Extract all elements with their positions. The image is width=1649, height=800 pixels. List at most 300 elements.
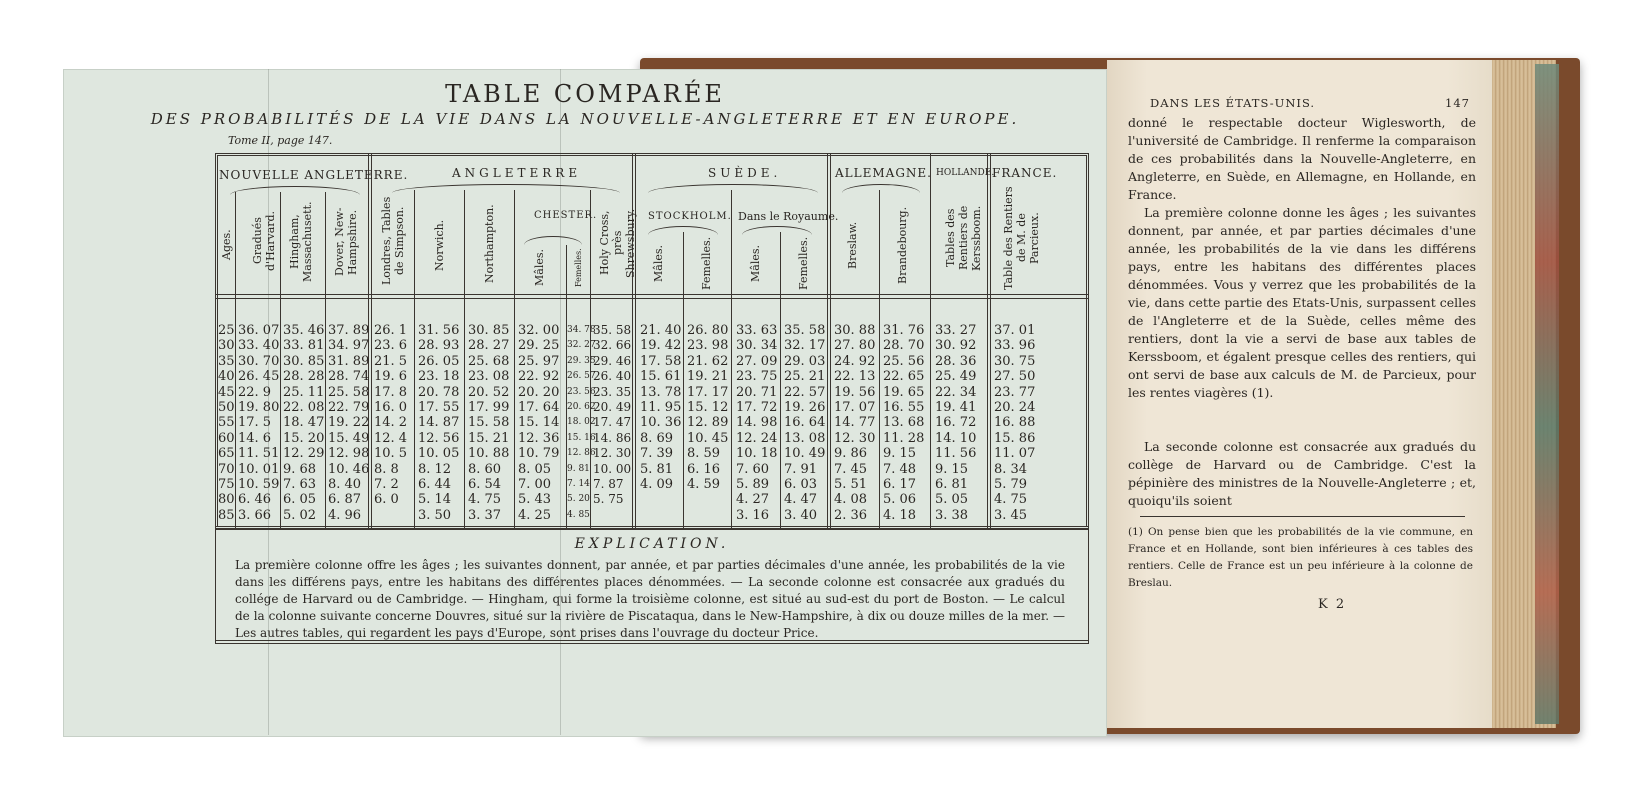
table-cell: 4. 47: [784, 492, 818, 508]
table-cell: 4. 08: [834, 492, 868, 508]
table-cell: 12. 4: [374, 430, 408, 446]
table-cell: 32. 17: [784, 338, 826, 354]
table-cell: 4. 75: [994, 492, 1028, 508]
table-cell: 35. 58: [593, 323, 632, 337]
table-cell: 19. 22: [328, 415, 370, 431]
col-header-stockholm-femelles: Femelles.: [700, 236, 713, 290]
table-cell: 10. 5: [374, 446, 408, 462]
table-cell: 32. 66: [593, 338, 632, 353]
table-cell: 12. 29: [283, 446, 325, 462]
table-cell: 28. 27: [468, 338, 510, 354]
table-cell: 32. 27: [567, 340, 596, 351]
explication-body: La première colonne offre les âges ; les suivantes donnent, par année, et par parties décimales d'une année, les probabilités de la vie dans les différens pays, entre les habitans des différentes places dénommées. — La seconde colonne est consacrée aux gradués du collége de Harvard ou de Cambridge. — Hingham, qui forme la troisième colonne, est situé au sud-est du port de Boston. — Le calcul de la colonne suivante concerne Douvres, situé sur la rivière de Piscataqua, dans le New-Hampshire, à dix ou douze milles de la mer. — Les autres tables, qui regardent les pays d'Europe, sont prises dans l'ouvrage du docteur Price.: [235, 558, 1065, 640]
table-cell: 55: [218, 415, 235, 431]
column-chester-femelles: [567, 323, 596, 523]
table-cell: 34. 97: [328, 338, 370, 354]
table-cell: 10. 59: [238, 477, 280, 493]
marbled-edge: [1535, 64, 1559, 724]
column-hingham: [283, 323, 324, 523]
table-cell: 6. 16: [687, 461, 721, 477]
table-cell: 15. 58: [468, 415, 510, 431]
table-cell: 12. 30: [834, 430, 876, 446]
column-separator: [280, 192, 281, 529]
col-header-harvard: Gradués d'Harvard.: [251, 210, 277, 272]
header-rule: [215, 294, 1089, 295]
table-cell: 6. 0: [374, 492, 399, 508]
table-cell: 3. 40: [784, 507, 818, 523]
table-cell: 17. 64: [518, 400, 560, 416]
col-header-northampton: Northampton.: [483, 204, 496, 283]
table-cell: 4. 59: [687, 477, 721, 493]
table-cell: 5. 43: [518, 492, 552, 508]
table-cell: 22. 08: [283, 400, 325, 416]
table-cell: 17. 8: [374, 384, 408, 400]
column-parcieux: [994, 323, 1035, 523]
table-cell: 30. 34: [736, 338, 778, 354]
table-cell: 23. 18: [418, 369, 460, 385]
table-cell: 7. 48: [883, 461, 917, 477]
col-header-norwich: Norwich.: [433, 219, 446, 271]
table-cell: 10. 49: [784, 446, 826, 462]
table-cell: 75: [218, 477, 235, 493]
table-cell: 25. 49: [935, 369, 977, 385]
table-cell: 7. 00: [518, 477, 552, 493]
table-cell: 30. 92: [935, 338, 977, 354]
table-cell: 10. 01: [238, 461, 280, 477]
table-cell: 6. 87: [328, 492, 362, 508]
col-header-ages: Ages.: [220, 229, 233, 261]
table-cell: 30. 75: [994, 353, 1036, 369]
table-cell: 50: [218, 400, 235, 416]
column-brandebourg: [883, 323, 924, 523]
table-cell: 5. 02: [283, 507, 317, 523]
table-cell: 8. 8: [374, 461, 399, 477]
table-cell: 25. 58: [328, 384, 370, 400]
table-cell: 17. 17: [687, 384, 729, 400]
column-londres: [374, 323, 407, 523]
running-head: [1150, 96, 1470, 110]
table-subtitle: DES PROBABILITÉS DE LA VIE DANS LA NOUVELLE-ANGLETERRE ET EN EUROPE.: [150, 110, 1020, 128]
col-header-chester-males: Mâles.: [533, 249, 546, 287]
table-cell: 14. 98: [736, 415, 778, 431]
table-cell: 10. 36: [640, 415, 682, 431]
table-cell: [374, 508, 407, 523]
table-cell: 3. 66: [238, 507, 272, 523]
table-cell: 4. 18: [883, 507, 917, 523]
table-cell: 12. 56: [418, 430, 460, 446]
col-header-parcieux: Table des Rentiers de M. de Parcieux.: [1002, 186, 1041, 290]
table-cell: 12. 89: [687, 415, 729, 431]
table-cell: 8. 12: [418, 461, 452, 477]
table-cell: 5. 20: [567, 494, 590, 505]
table-cell: 4. 27: [736, 492, 770, 508]
region-suede: SUÈDE.: [708, 166, 782, 180]
table-cell: 18. 47: [283, 415, 325, 431]
table-cell: 20. 20: [518, 384, 560, 400]
table-cell: 40: [218, 369, 235, 385]
region-france: FRANCE.: [992, 166, 1058, 180]
col-header-breslaw: Breslaw.: [846, 221, 859, 269]
table-cell: 29. 35: [567, 355, 596, 366]
explication-rule: [215, 529, 1089, 530]
table-cell: 6. 54: [468, 477, 502, 493]
right-paragraph-1: donné le respectable docteur Wiglesworth, de l'université de Cambridge. Il renferme la comparaison de ces probabilités dans la Nouvelle-Angleterre, en Angleterre, en Suède, en Allemagne, en Hollande, en France.: [1128, 115, 1476, 202]
header-rule: [215, 298, 1089, 299]
table-cell: 3. 50: [418, 507, 452, 523]
table-cell: 11. 07: [994, 446, 1036, 462]
table-cell: 6. 03: [784, 477, 818, 493]
column-stockholm-males: [640, 323, 681, 523]
table-cell: 5. 81: [640, 461, 674, 477]
table-cell: 33. 40: [238, 338, 280, 354]
table-cell: 5. 05: [935, 492, 969, 508]
table-cell: 25. 97: [518, 353, 560, 369]
table-cell: 23. 75: [736, 369, 778, 385]
table-cell: 9. 15: [883, 446, 917, 462]
column-separator: [731, 190, 732, 529]
table-cell: 30. 85: [283, 353, 325, 369]
table-cell: 25. 21: [784, 369, 826, 385]
column-ages: [218, 323, 235, 523]
signature-mark: K 2: [1318, 597, 1347, 612]
table-cell: 22. 65: [883, 369, 925, 385]
table-cell: 17. 5: [238, 415, 272, 431]
table-cell: 34. 78: [567, 325, 596, 335]
table-cell: 4. 25: [518, 507, 552, 523]
table-cell: 16. 55: [883, 400, 925, 416]
table-cell: 37. 01: [994, 323, 1036, 338]
table-cell: 10. 18: [736, 446, 778, 462]
table-cell: 35. 46: [283, 323, 325, 338]
table-bottom-rule: [215, 643, 1089, 644]
right-paragraph-3: La seconde colonne est consacrée aux gradués du collège de Harvard ou de Cambridge. C'est la pépinière des ministres de la Nouvelle-Angleterre ; et, quoiqu'ils soient: [1128, 439, 1476, 508]
table-cell: 28. 93: [418, 338, 460, 354]
table-cell: 7. 39: [640, 446, 674, 462]
table-cell: 10. 00: [593, 461, 632, 476]
table-cell: 25: [218, 323, 235, 338]
table-cell: 21. 5: [374, 353, 408, 369]
table-cell: 19. 6: [374, 369, 408, 385]
table-cell: 7. 14: [567, 479, 590, 490]
table-cell: 20. 24: [994, 400, 1036, 416]
table-cell: 22. 92: [518, 369, 560, 385]
table-cell: 65: [218, 446, 235, 462]
subhead-stockholm: STOCKHOLM.: [648, 211, 732, 222]
table-cell: 33. 63: [736, 323, 778, 338]
table-cell: 5. 06: [883, 492, 917, 508]
column-royaume-femelles: [784, 323, 825, 523]
table-cell: 6. 17: [883, 477, 917, 493]
table-cell: 10. 45: [687, 430, 729, 446]
table-cell: 37. 89: [328, 323, 370, 338]
column-separator: [514, 190, 515, 529]
table-cell: 18. 02: [567, 417, 596, 428]
table-cell: 19. 80: [238, 400, 280, 416]
table-cell: 4. 75: [468, 492, 502, 508]
table-cell: 23. 35: [593, 384, 632, 399]
table-cell: 15. 61: [640, 369, 682, 385]
table-cell: 14. 6: [238, 430, 272, 446]
table-cell: 12. 24: [736, 430, 778, 446]
table-cell: 8. 69: [640, 430, 674, 446]
table-cell: 26. 1: [374, 323, 408, 338]
table-cell: 4. 96: [328, 507, 362, 523]
table-cell: [593, 508, 631, 523]
table-cell: 10. 88: [468, 446, 510, 462]
table-cell: 21. 40: [640, 323, 682, 338]
table-cell: 5. 89: [736, 477, 770, 493]
table-cell: 35: [218, 353, 235, 369]
table-cell: 26. 05: [418, 353, 460, 369]
table-cell: 33. 96: [994, 338, 1036, 354]
table-cell: 30: [218, 338, 235, 354]
col-header-royaume-males: Mâles.: [749, 245, 762, 283]
column-separator: [235, 192, 236, 529]
table-cell: [640, 508, 681, 523]
table-cell: 28. 74: [328, 369, 370, 385]
table-cell: 12. 98: [328, 446, 370, 462]
table-cell: 28. 28: [283, 369, 325, 385]
table-cell: 8. 40: [328, 477, 362, 493]
table-cell: 14. 10: [935, 430, 977, 446]
table-cell: 5. 79: [994, 477, 1028, 493]
table-cell: 25. 11: [283, 384, 325, 400]
column-holy-cross: [593, 323, 631, 523]
table-cell: 3. 38: [935, 507, 969, 523]
table-cell: 9. 86: [834, 446, 868, 462]
table-cell: 7. 87: [593, 477, 624, 492]
table-cell: 3. 37: [468, 507, 502, 523]
table-cell: 10. 46: [328, 461, 370, 477]
table-cell: 45: [218, 384, 235, 400]
table-cell: 15. 12: [687, 400, 729, 416]
table-cell: 28. 36: [935, 353, 977, 369]
table-cell: 14. 86: [593, 430, 632, 445]
table-cell: 29. 03: [784, 353, 826, 369]
table-cell: 22. 13: [834, 369, 876, 385]
column-separator: [683, 232, 684, 529]
table-cell: 85: [218, 507, 235, 523]
table-cell: 33. 81: [283, 338, 325, 354]
table-cell: 14. 87: [418, 415, 460, 431]
column-separator: [879, 190, 880, 529]
table-cell: 3. 45: [994, 507, 1028, 523]
table-cell: 11. 56: [935, 446, 977, 462]
table-cell: 5. 51: [834, 477, 868, 493]
right-paragraph-2: La première colonne donne les âges ; les suivantes donnent, par année, et par parties décimales d'une année, les probabilités de la vie dans les différens pays, entre les habitans des différentes places dénommées. Vous y verrez que les probabilités de la vie, dans cette partie des Etats-Unis, surpassent celles de l'Angleterre et de la Suède, celles même des rentiers, dont la vie a servi de base aux tables de Kerssboom, et égalent presque celles des rentiers, qui ont servi de base aux calculs de M. de Parcieux, pour les rentes viagères (1).: [1128, 205, 1476, 400]
table-cell: [687, 508, 728, 523]
table-cell: 6. 81: [935, 477, 969, 493]
table-cell: [687, 492, 728, 507]
column-separator: [464, 190, 465, 529]
table-cell: 26. 80: [687, 323, 729, 338]
table-cell: 7. 91: [784, 461, 818, 477]
table-cell: 80: [218, 492, 235, 508]
table-cell: 13. 78: [640, 384, 682, 400]
region-separator: [987, 153, 988, 529]
col-header-hingham: Hingham, Massachusett.: [288, 201, 314, 283]
table-cell: 12. 86: [567, 448, 596, 459]
table-cell: 4. 85: [567, 509, 590, 520]
table-cell: 29. 46: [593, 353, 632, 368]
table-cell: 30. 85: [468, 323, 510, 338]
region-separator: [930, 153, 931, 529]
table-cell: 23. 6: [374, 338, 408, 354]
table-cell: 19. 42: [640, 338, 682, 354]
col-header-royaume-femelles: Femelles.: [797, 236, 810, 290]
table-cell: 17. 07: [834, 400, 876, 416]
table-cell: 15. 20: [283, 430, 325, 446]
table-cell: 20. 62: [567, 402, 596, 413]
table-cell: 29. 25: [518, 338, 560, 354]
table-cell: 16. 64: [784, 415, 826, 431]
table-cell: 14. 77: [834, 415, 876, 431]
table-cell: 9. 15: [935, 461, 969, 477]
table-cell: 27. 50: [994, 369, 1036, 385]
table-cell: 33. 27: [935, 323, 977, 338]
column-stockholm-femelles: [687, 323, 728, 523]
table-cell: 17. 55: [418, 400, 460, 416]
col-header-holy-cross: Holy Cross, près Shrewsbury.: [598, 208, 637, 278]
table-cell: 22. 34: [935, 384, 977, 400]
column-breslaw: [834, 323, 875, 523]
table-cell: 7. 45: [834, 461, 868, 477]
table-cell: 12. 30: [593, 446, 632, 461]
table-cell: 7. 2: [374, 477, 399, 493]
table-cell: 23. 08: [468, 369, 510, 385]
footnote: (1) On pense bien que les probabilités de la vie commune, en France et en Hollande, sont bien inférieures à ces tables des rentiers. Celle de France est un peu inférieure à la colonne de Breslau.: [1128, 526, 1473, 589]
column-norwich: [418, 323, 459, 523]
column-dover: [328, 323, 369, 523]
region-nouvelle-angleterre: NOUVELLE ANGLETERRE.: [219, 168, 409, 182]
table-cell: 23. 56: [567, 386, 596, 397]
region-angleterre: ANGLETERRE: [452, 166, 582, 180]
subhead-royaume: Dans le Royaume.: [738, 210, 839, 223]
table-cell: 32. 00: [518, 323, 560, 338]
table-cell: 7. 60: [736, 461, 770, 477]
column-northampton: [468, 323, 509, 523]
subhead-chester: CHESTER.: [534, 210, 598, 221]
region-allemagne: ALLEMAGNE.: [835, 166, 932, 180]
table-cell: 15. 16: [567, 432, 596, 443]
table-cell: 23. 98: [687, 338, 729, 354]
table-cell: 5. 75: [593, 492, 624, 507]
table-cell: 22. 79: [328, 400, 370, 416]
table-cell: 19. 56: [834, 384, 876, 400]
table-cell: 20. 71: [736, 384, 778, 400]
table-cell: 20. 52: [468, 384, 510, 400]
table-cell: 6. 05: [283, 492, 317, 508]
table-cell: 24. 92: [834, 353, 876, 369]
table-cell: 10. 79: [518, 446, 560, 462]
table-cell: 13. 08: [784, 430, 826, 446]
table-cell: 13. 68: [883, 415, 925, 431]
table-title: TABLE COMPARÉE: [445, 80, 725, 108]
table-cell: 11. 28: [883, 430, 925, 446]
table-cell: 15. 21: [468, 430, 510, 446]
table-cell: 11. 95: [640, 400, 682, 416]
table-cell: 25. 68: [468, 353, 510, 369]
table-cell: 2. 36: [834, 507, 868, 523]
column-kerssboom: [935, 323, 976, 523]
table-cell: 8. 05: [518, 461, 552, 477]
table-cell: 36. 07: [238, 323, 280, 338]
column-royaume-males: [736, 323, 777, 523]
column-chester-males: [518, 323, 559, 523]
table-cell: 7. 63: [283, 477, 317, 493]
table-cell: 9. 81: [567, 463, 590, 474]
region-separator: [371, 153, 372, 529]
footnote-rule: [1140, 516, 1465, 517]
table-cell: 22. 57: [784, 384, 826, 400]
table-cell: 27. 80: [834, 338, 876, 354]
table-cell: 30. 88: [834, 323, 876, 338]
explication-title: EXPLICATION.: [574, 536, 730, 552]
col-header-chester-femelles: Femelles.: [574, 248, 583, 288]
table-cell: 16. 0: [374, 400, 408, 416]
table-cell: 25. 56: [883, 353, 925, 369]
explication-rule: [215, 526, 1089, 527]
table-cell: 3. 16: [736, 507, 770, 523]
table-cell: 19. 26: [784, 400, 826, 416]
table-cell: 27. 09: [736, 353, 778, 369]
table-cell: 19. 41: [935, 400, 977, 416]
table-cell: 16. 88: [994, 415, 1036, 431]
running-head-title: DANS LES ÉTATS-UNIS.: [1150, 96, 1316, 110]
table-cell: 6. 44: [418, 477, 452, 493]
table-cell: 6. 46: [238, 492, 272, 508]
col-header-stockholm-males: Mâles.: [652, 245, 665, 283]
col-header-brandebourg: Brandebourg.: [896, 206, 909, 284]
table-cell: 17. 58: [640, 353, 682, 369]
table-cell: 70: [218, 461, 235, 477]
column-separator: [414, 190, 415, 529]
table-cell: 11. 51: [238, 446, 280, 462]
table-cell: 19. 21: [687, 369, 729, 385]
table-cell: 14. 2: [374, 415, 408, 431]
table-cell: 20. 78: [418, 384, 460, 400]
tome-reference: Tome II, page 147.: [228, 134, 333, 147]
table-cell: 8. 60: [468, 461, 502, 477]
table-cell: 31. 89: [328, 353, 370, 369]
table-cell: 35. 58: [784, 323, 826, 338]
table-cell: 26. 45: [238, 369, 280, 385]
table-cell: 10. 05: [418, 446, 460, 462]
table-cell: 5. 14: [418, 492, 452, 508]
table-cell: 31. 76: [883, 323, 925, 338]
table-cell: 19. 65: [883, 384, 925, 400]
table-cell: 20. 49: [593, 400, 632, 415]
table-cell: 15. 49: [328, 430, 370, 446]
table-cell: 31. 56: [418, 323, 460, 338]
column-separator: [325, 192, 326, 529]
column-harvard: [238, 323, 279, 523]
column-separator: [780, 232, 781, 529]
table-cell: 17. 72: [736, 400, 778, 416]
table-cell: 26. 40: [593, 369, 632, 384]
page-number: 147: [1445, 96, 1470, 110]
table-cell: 22. 9: [238, 384, 272, 400]
table-cell: 17. 99: [468, 400, 510, 416]
table-cell: 15. 14: [518, 415, 560, 431]
region-hollande: HOLLANDE.: [936, 168, 995, 178]
table-cell: 8. 59: [687, 446, 721, 462]
region-separator: [990, 153, 991, 529]
table-cell: 9. 68: [283, 461, 317, 477]
col-header-kerssboom: Tables des Rentiers de Kerssboom.: [944, 205, 983, 271]
table-cell: 30. 70: [238, 353, 280, 369]
table-cell: 4. 09: [640, 477, 674, 493]
